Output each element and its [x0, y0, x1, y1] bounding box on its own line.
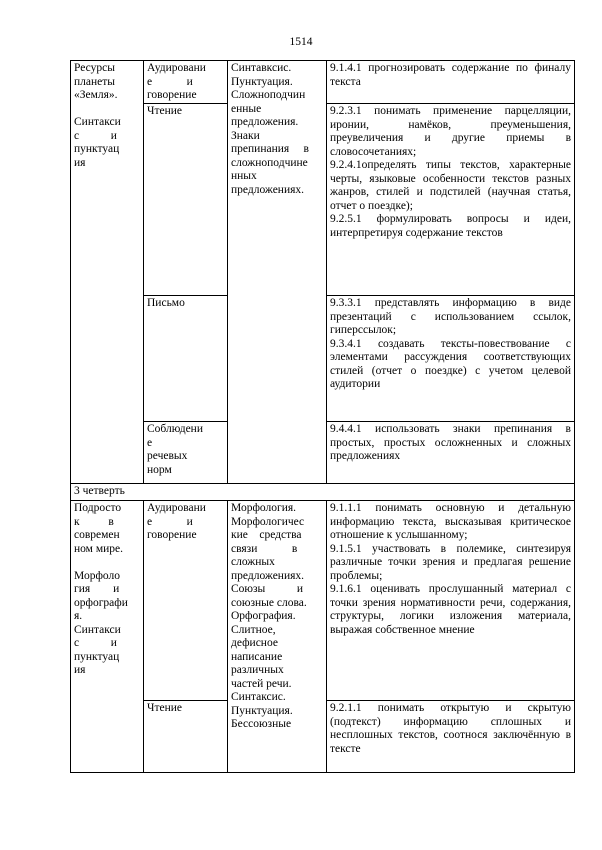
objective-text: 9.4.4.1 использовать знаки препинания в простых, простых осложненных и сложных предложениях: [330, 423, 571, 462]
text-line: Слитное,: [231, 623, 276, 636]
objectives-cell: [327, 104, 575, 296]
skill-cell: [144, 61, 228, 104]
topic-cell: [228, 61, 327, 484]
objective-text: 9.3.4.1 создавать тексты-повествование с элементами рассуждения соответствующих стилей (отчет о поездке) с учетом целевой аудитории: [330, 337, 571, 390]
text-line: частей речи.: [231, 677, 292, 690]
text-line: Синтавксис.: [231, 62, 292, 74]
table-row: [71, 61, 575, 104]
text-line: союзные слова.: [231, 596, 307, 609]
text-line: связи в: [231, 542, 298, 555]
text-line: нных: [231, 170, 257, 182]
objectives-cell: [327, 296, 575, 422]
quarter-row: [71, 484, 575, 501]
text-line: Подросто: [74, 502, 122, 514]
text-line: предложениях.: [231, 183, 305, 196]
topic-cell: [228, 501, 327, 773]
text-line: предложения.: [231, 116, 299, 128]
objective-text: 9.3.3.1 представлять информацию в виде презентаций с использованием ссылок, гиперссылок;: [330, 297, 571, 336]
text-line: ия: [74, 664, 86, 676]
text-line: Аудировани: [147, 62, 206, 74]
text-line: Морфологичес: [231, 515, 305, 528]
text-line: пунктуац: [74, 650, 120, 663]
section-cell: [71, 501, 144, 773]
text-line: Орфография.: [231, 610, 296, 622]
text-line: Морфология.: [231, 502, 297, 514]
objective-text: 9.1.5.1 участвовать в полемике, синтезируя различные точки зрения и предлагая решение проблемы;: [330, 542, 571, 582]
text-line: Чтение: [147, 702, 183, 714]
objective-text: 9.2.3.1 понимать применение парцелляции, иронии, намёков, преуменьшения, преувеличения и другие приемы в словосочетаниях;: [330, 105, 571, 158]
objectives-cell: [327, 501, 575, 701]
objective-text: 9.2.4.1определять типы текстов, характерные черты, языковые особенности текстов разных жанров, стилей и подстилей (научная статья, отчет о поездке);: [330, 159, 571, 212]
text-line: планеты: [74, 75, 116, 88]
text-line: различных: [231, 664, 284, 676]
text-line: е: [147, 436, 153, 449]
objectives-cell: [327, 701, 575, 773]
quarter-heading: [71, 484, 575, 501]
table-row: [71, 501, 575, 701]
text-line: Чтение: [147, 105, 183, 117]
text-line: е и: [147, 515, 193, 528]
skill-cell: [144, 701, 228, 773]
text-line: Синтаксис.: [231, 691, 286, 703]
objective-text: 9.2.5.1 формулировать вопросы и идеи, интерпретируя содержание текстов: [330, 213, 571, 239]
text-line: норм: [147, 463, 172, 476]
quarter-label: 3 четверть: [74, 485, 125, 497]
text-line: кие средства: [231, 529, 302, 541]
objective-text: 9.2.1.1 понимать открытую и скрытую (подтекст) информацию сплошных и несплошных текстов, соотнося заключённую в тексте: [330, 702, 571, 755]
objective-text: 9.1.1.1 понимать основную и детальную информацию текста, высказывая критическое отношение к услышанному;: [330, 502, 571, 541]
text-line: гия и: [74, 583, 120, 595]
text-line: предложениях.: [231, 569, 305, 582]
spacer: [74, 556, 140, 570]
text-line: сложных: [231, 556, 275, 568]
text-line: препинания в: [231, 143, 309, 155]
text-line: с и: [74, 637, 117, 649]
text-line: Сложноподчин: [231, 89, 306, 101]
text-line: Синтакси: [74, 623, 121, 636]
skill-cell: [144, 422, 228, 484]
skill-cell: [144, 296, 228, 422]
text-line: сложноподчине: [231, 156, 308, 169]
text-line: Ресурсы: [74, 62, 115, 74]
text-line: современ: [74, 529, 120, 541]
text-line: говорение: [147, 89, 197, 101]
text-line: ном мире.: [74, 542, 123, 555]
spacer: [74, 103, 140, 117]
curriculum-table: [70, 60, 575, 773]
text-line: Соблюдени: [147, 423, 203, 435]
text-line: я.: [74, 610, 83, 622]
text-line: Пунктуация.: [231, 75, 293, 88]
text-line: орфографи: [74, 596, 128, 609]
text-line: пунктуац: [74, 143, 120, 155]
text-line: говорение: [147, 529, 197, 541]
text-line: Пунктуация.: [231, 704, 293, 717]
skill-cell: [144, 501, 228, 701]
text-line: дефисное: [231, 637, 278, 649]
text-line: с и: [74, 129, 117, 142]
text-line: Знаки: [231, 129, 260, 142]
text-line: Аудировани: [147, 502, 206, 514]
text-line: Союзы и: [231, 583, 304, 595]
objective-text: 9.1.6.1 оценивать прослушанный материал с точки зрения нормативности речи, содержания, структуры, логики изложения материала, выражая собственное мнение: [330, 583, 571, 636]
text-line: ия: [74, 156, 86, 169]
text-line: е и: [147, 75, 193, 88]
text-line: Морфоло: [74, 569, 120, 582]
objectives-cell: [327, 61, 575, 104]
skill-cell: [144, 104, 228, 296]
text-line: Письмо: [147, 297, 185, 309]
text-line: Бессоюзные: [231, 718, 292, 730]
text-line: речевых: [147, 450, 188, 462]
text-line: Синтакси: [74, 116, 121, 128]
text-line: «Земля».: [74, 89, 118, 101]
page-number: 1514: [289, 36, 313, 48]
text-line: написание: [231, 650, 283, 663]
objectives-cell: [327, 422, 575, 484]
text-line: енные: [231, 102, 262, 115]
section-cell: [71, 61, 144, 484]
text-line: к в: [74, 515, 114, 528]
objective-text: 9.1.4.1 прогнозировать содержание по финалу текста: [330, 62, 571, 88]
